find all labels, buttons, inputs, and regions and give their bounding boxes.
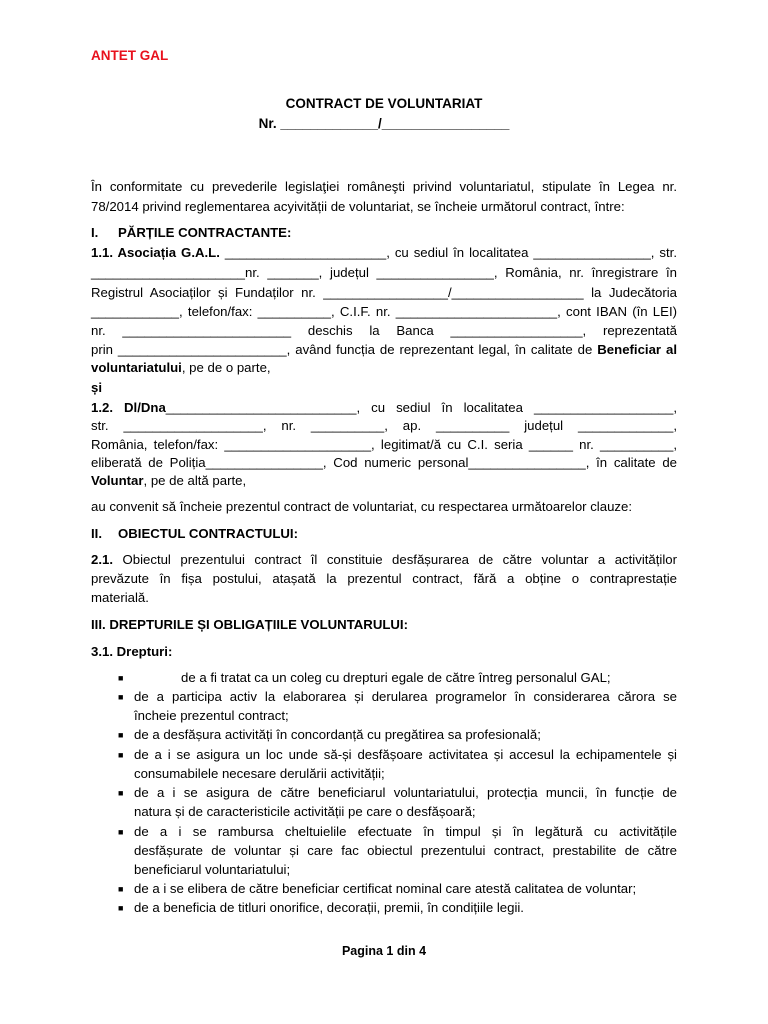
right-item-7: de a i se elibera de către beneficiar certificat nominal care atestă calitatea de voluntar; bbox=[134, 881, 637, 896]
header-antet: ANTET GAL bbox=[91, 48, 169, 63]
bullet-icon: ■ bbox=[118, 692, 124, 702]
party2-line-3: România, telefon/fax: ____________________, legitimat/ă cu C.I. seria ______ nr. __________, bbox=[91, 437, 677, 452]
right-item-6-line-3: beneficiarul voluntariatului; bbox=[134, 862, 291, 877]
party1-line-4: ____________, telefon/fax: __________, C.I.F. nr. ______________________, cont IBAN (în LEI) bbox=[91, 304, 677, 319]
bullet-icon: ■ bbox=[118, 788, 124, 798]
party1-line-2: _____________________nr. _______, județul ________________, România, nr. înregistrare în bbox=[91, 265, 677, 280]
party1-line-6: prin _______________________, având funcția de reprezentant legal, în calitate de Beneficiar al bbox=[91, 342, 677, 357]
party2-line-2: str. ___________________, nr. __________, ap. __________ județul _____________, bbox=[91, 418, 677, 433]
bullet-icon: ■ bbox=[118, 903, 124, 913]
section-3-heading: III. DREPTURILE ȘI OBLIGAȚIILE VOLUNTARULUI: bbox=[91, 617, 408, 632]
clause-2-1-line-2: prevăzute în fișa postului, atașată la prezentul contract, fără a obține o contraprestație bbox=[91, 571, 677, 586]
right-item-6-line-2: desfășurate de voluntar și care fac obiectul prezentului contract, prestabilite de către bbox=[134, 843, 677, 858]
contract-title: CONTRACT DE VOLUNTARIAT bbox=[285, 96, 483, 111]
bullet-icon: ■ bbox=[118, 827, 124, 837]
bullet-icon: ■ bbox=[118, 884, 124, 894]
party2-line-4: eliberată de Poliția________________, Cod numeric personal________________, în calitate de bbox=[91, 455, 677, 470]
party1-line-5: nr. _______________________ deschis la Banca __________________, reprezentată bbox=[91, 323, 677, 338]
party2-line-5: Voluntar, pe de altă parte, bbox=[91, 473, 247, 488]
rights-subheading: 3.1. Drepturi: bbox=[91, 644, 173, 659]
bullet-icon: ■ bbox=[118, 750, 124, 760]
right-item-2-line-1: de a participa activ la elaborarea și derularea programelor în considerarea cărora se bbox=[134, 689, 677, 704]
right-item-6-line-1: de a i se rambursa cheltuielile efectuate în timpul și în legătură cu activitățile bbox=[134, 824, 677, 839]
right-item-2-line-2: încheie prezentul contract; bbox=[134, 708, 289, 723]
section-1-heading: PĂRȚILE CONTRACTANTE: bbox=[118, 225, 292, 240]
right-item-4-line-2: consumabilele necesare derulării activității; bbox=[134, 766, 385, 781]
page-number: Pagina 1 din 4 bbox=[341, 944, 427, 958]
right-item-5-line-2: natura și de caracteristicile activității pe care o desfășoară; bbox=[134, 804, 476, 819]
party1-line-3: Registrul Asociaților și Fundaților nr. _________________/__________________ la Judecătoria bbox=[91, 285, 677, 300]
and-separator: și bbox=[91, 380, 102, 395]
bullet-icon: ■ bbox=[118, 730, 124, 740]
party1-line-7: voluntariatului, pe de o parte, bbox=[91, 360, 271, 375]
section-1-number: I. bbox=[91, 225, 99, 240]
party2-line-1: 1.2. Dl/Dna__________________________, cu sediul în localitatea ___________________, bbox=[91, 400, 677, 415]
intro-line-2: 78/2014 privind reglementarea acyivității de voluntariat, se încheie următorul contract, între: bbox=[91, 199, 625, 214]
contract-number: Nr. _____________/_________________ bbox=[258, 116, 510, 131]
right-item-4-line-1: de a i se asigura un loc unde să-și desfășoare activitatea și accesul la echipamentele și bbox=[134, 747, 677, 762]
party1-line-1: 1.1. Asociația G.A.L. ______________________, cu sediul în localitatea ________________, str. bbox=[91, 245, 677, 260]
clause-2-1-line-3: materială. bbox=[91, 590, 149, 605]
intro-line-1: În conformitate cu prevederile legislaţiei româneşti privind voluntariatul, stipulate în Legea nr. bbox=[91, 179, 677, 194]
bullet-icon: ■ bbox=[118, 673, 124, 683]
right-item-8: de a beneficia de titluri onorifice, decorații, premii, în condițiile legii. bbox=[134, 900, 524, 915]
clause-2-1-line-1: 2.1. Obiectul prezentului contract îl constituie desfășurarea de către voluntar a activităților bbox=[91, 552, 677, 567]
right-item-1: de a fi tratat ca un coleg cu drepturi egale de către întreg personalul GAL; bbox=[181, 670, 611, 685]
agreement-line: au convenit să încheie prezentul contract de voluntariat, cu respectarea următoarelor clauze: bbox=[91, 499, 632, 514]
right-item-5-line-1: de a i se asigura de către beneficiarul voluntariatului, protecția muncii, în funcție de bbox=[134, 785, 677, 800]
section-2-heading: OBIECTUL CONTRACTULUI: bbox=[118, 526, 298, 541]
section-2-number: II. bbox=[91, 526, 102, 541]
right-item-3: de a desfășura activități în concordanță cu pregătirea sa profesională; bbox=[134, 727, 541, 742]
